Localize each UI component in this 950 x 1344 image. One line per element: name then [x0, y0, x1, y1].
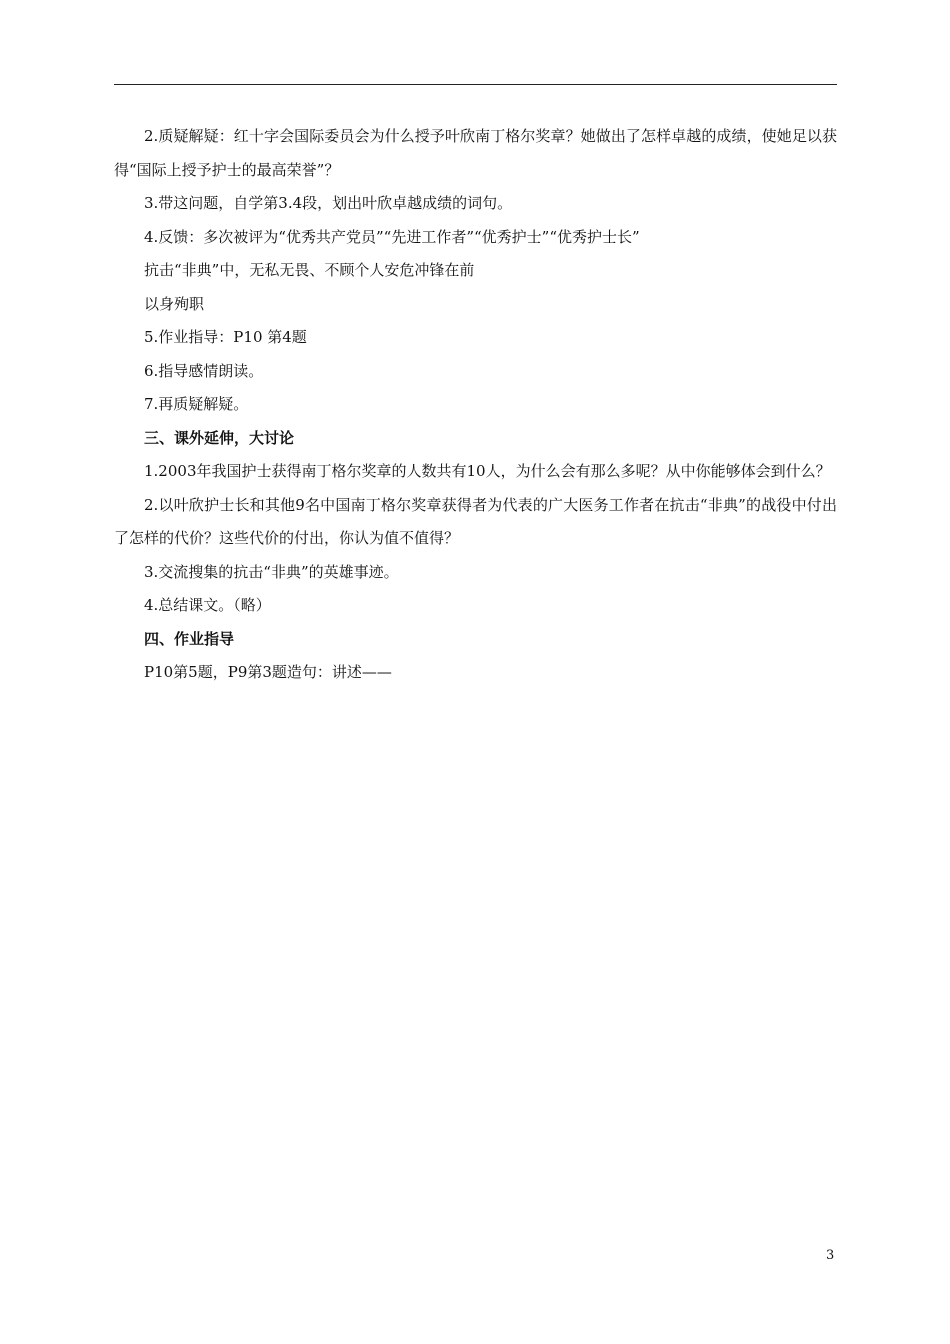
paragraph-feedback-line-3: 以身殉职 — [144, 294, 205, 313]
paragraph-discussion-2: 2.以叶欣护士长和其他9名中国南丁格尔奖章获得者为代表的广大医务工作者在抗击“非典”的战役中付出了怎样的代价？这些代价的付出，你认为值不值得？ — [114, 495, 837, 547]
paragraph-discussion-4: 4.总结课文。（略） — [144, 596, 271, 614]
paragraph-homework-5: 5.作业指导：P10 第4题 — [144, 328, 307, 346]
section-heading-4: 四、作业指导 — [144, 629, 235, 648]
paragraph-question-7: 7.再质疑解疑。 — [144, 395, 249, 413]
paragraph-discussion-3: 3.交流搜集的抗击“非典”的英雄事迹。 — [144, 562, 399, 581]
paragraph-discussion-1: 1.2003年我国护士获得南丁格尔奖章的人数共有10人，为什么会有那么多呢？从中你能够体会到什么？ — [144, 462, 831, 480]
paragraph-homework-guide: P10第5题，P9第3题造句：讲述—— — [144, 663, 392, 681]
page-body — [114, 120, 837, 690]
paragraph-feedback-line-2: 抗击“非典”中，无私无畏、不顾个人安危冲锋在前 — [144, 261, 475, 279]
paragraph-question-2: 2.质疑解疑：红十字会国际委员会为什么授予叶欣南丁格尔奖章？她做出了怎样卓越的成绩，使她足以获得“国际上授予护士的最高荣誉”？ — [114, 127, 837, 179]
section-heading-3: 三、课外延伸，大讨论 — [144, 428, 295, 447]
paragraph-question-3: 3.带这问题，自学第3.4段，划出叶欣卓越成绩的词句。 — [144, 194, 513, 212]
page-number: 3 — [826, 1248, 835, 1263]
paragraph-reading-6: 6.指导感情朗读。 — [144, 361, 264, 380]
header-rule — [114, 84, 837, 85]
paragraph-feedback-4: 4.反馈：多次被评为“优秀共产党员”“先进工作者”“优秀护士”“优秀护士长” — [144, 227, 640, 246]
